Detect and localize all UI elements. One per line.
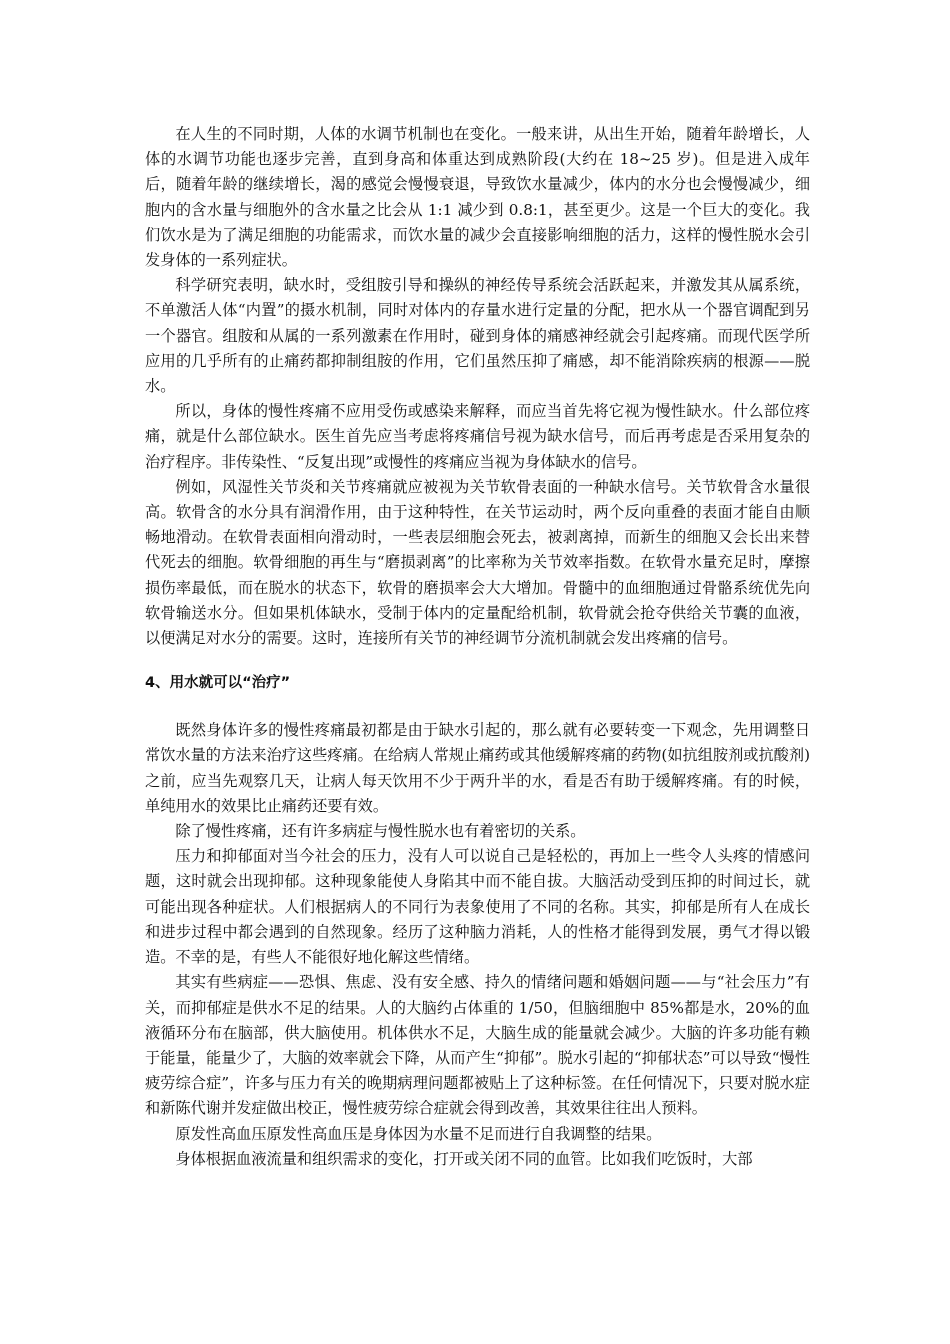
paragraph-hypertension: 原发性高血压原发性高血压是身体因为水量不足而进行自我调整的结果。	[175, 1124, 662, 1143]
paragraph-other-conditions: 除了慢性疼痛，还有许多病症与慢性脱水也有着密切的关系。	[175, 822, 586, 841]
paragraph-stress-depression: 压力和抑郁面对当今社会的压力，没有人可以说自己是轻松的，再加上一些令人头疼的情感问题，这时就会出现抑郁。这种现象能使人身陷其中而不能自拔。大脑活动受到压抑的时间过长，就可能出现各种症状。人们根据病人的不同行为表象使用了不同的名称。其实，抑郁是所有人在成长和进步过程中都会遇到的自然现象。经历了这种脑力消耗，人的性格才能得到发展，勇气才得以锻造。不幸的是，有些人不能很好地化解这些情绪。	[145, 847, 810, 967]
paragraph-histamine: 科学研究表明，缺水时，受组胺引导和操纵的神经传导系统会活跃起来，并激发其从属系统，不单激活人体“内置”的摄水机制，同时对体内的存量水进行定量的分配，把水从一个器官调配到另一个器官。组胺和从属的一系列激素在作用时，碰到身体的痛感神经就会引起疼痛。而现代医学所应用的几乎所有的止痛药都抑制组胺的作用，它们虽然压抑了痛感，却不能消除疾病的根源——脱水。	[145, 276, 810, 396]
paragraph-water-treatment: 既然身体许多的慢性疼痛最初都是由于缺水引起的，那么就有必要转变一下观念，先用调整日常饮水量的方法来治疗这些疼痛。在给病人常规止痛药或其他缓解疼痛的药物(如抗组胺剂或抗酸剂)之前，应当先观察几天，让病人每天饮用不少于两升半的水，看是否有助于缓解疼痛。有的时候，单纯用水的效果比止痛药还要有效。	[145, 721, 810, 815]
paragraph-blood-vessels: 身体根据血液流量和组织需求的变化，打开或关闭不同的血管。比如我们吃饭时，大部	[175, 1149, 753, 1168]
paragraph-water-regulation: 在人生的不同时期，人体的水调节机制也在变化。一般来讲，从出生开始，随着年龄增长，人体的水调节功能也逐步完善，直到身高和体重达到成熟阶段(大约在 18~25 岁)。但是进入成年后，随着年龄的继续增长，渴的感觉会慢慢衰退，导致饮水量减少，体内的水分也会慢慢减少，细胞内的含水量与细胞外的含水量之比会从 1:1 减少到 0.8:1，甚至更少。这是一个巨大的变化。我们饮水是为了满足细胞的功能需求，而饮水量的减少会直接影响细胞的活力，这样的慢性脱水会引发身体的一系列症状。	[145, 125, 810, 270]
paragraph-social-pressure: 其实有些病症——恐惧、焦虑、没有安全感、持久的情绪问题和婚姻问题——与“社会压力”有关，而抑郁症是供水不足的结果。人的大脑约占体重的 1/50，但脑细胞中 85%都是水，20%的血液循环分布在脑部，供大脑使用。机体供水不足，大脑生成的能量就会减少。大脑的许多功能有赖于能量，能量少了，大脑的效率就会下降，从而产生“抑郁”。脱水引起的“抑郁状态”可以导致“慢性疲劳综合症”，许多与压力有关的晚期病理问题都被贴上了这种标签。在任何情况下，只要对脱水症和新陈代谢并发症做出校正，慢性疲劳综合症就会得到改善，其效果往往出人预料。	[145, 973, 810, 1118]
paragraph-chronic-pain: 所以，身体的慢性疼痛不应用受伤或感染来解释，而应当首先将它视为慢性缺水。什么部位疼痛，就是什么部位缺水。医生首先应当考虑将疼痛信号视为缺水信号，而后再考虑是否采用复杂的治疗程序。非传染性、“反复出现”或慢性的疼痛应当视为身体缺水的信号。	[145, 402, 810, 471]
document-page	[145, 122, 810, 1172]
paragraph-arthritis: 例如，风湿性关节炎和关节疼痛就应被视为关节软骨表面的一种缺水信号。关节软骨含水量很高。软骨含的水分具有润滑作用，由于这种特性，在关节运动时，两个反向重叠的表面才能自由顺畅地滑动。在软骨表面相向滑动时，一些表层细胞会死去，被剥离掉，而新生的细胞又会长出来替代死去的细胞。软骨细胞的再生与“磨损剥离”的比率称为关节效率指数。在软骨水量充足时，摩擦损伤率最低，而在脱水的状态下，软骨的磨损率会大大增加。骨髓中的血细胞通过骨骼系统优先向软骨输送水分。但如果机体缺水，受制于体内的定量配给机制，软骨就会抢夺供给关节囊的血液，以便满足对水分的需要。这时，连接所有关节的神经调节分流机制就会发出疼痛的信号。	[145, 477, 810, 648]
section-heading: 4、用水就可以“治疗”	[145, 675, 291, 692]
